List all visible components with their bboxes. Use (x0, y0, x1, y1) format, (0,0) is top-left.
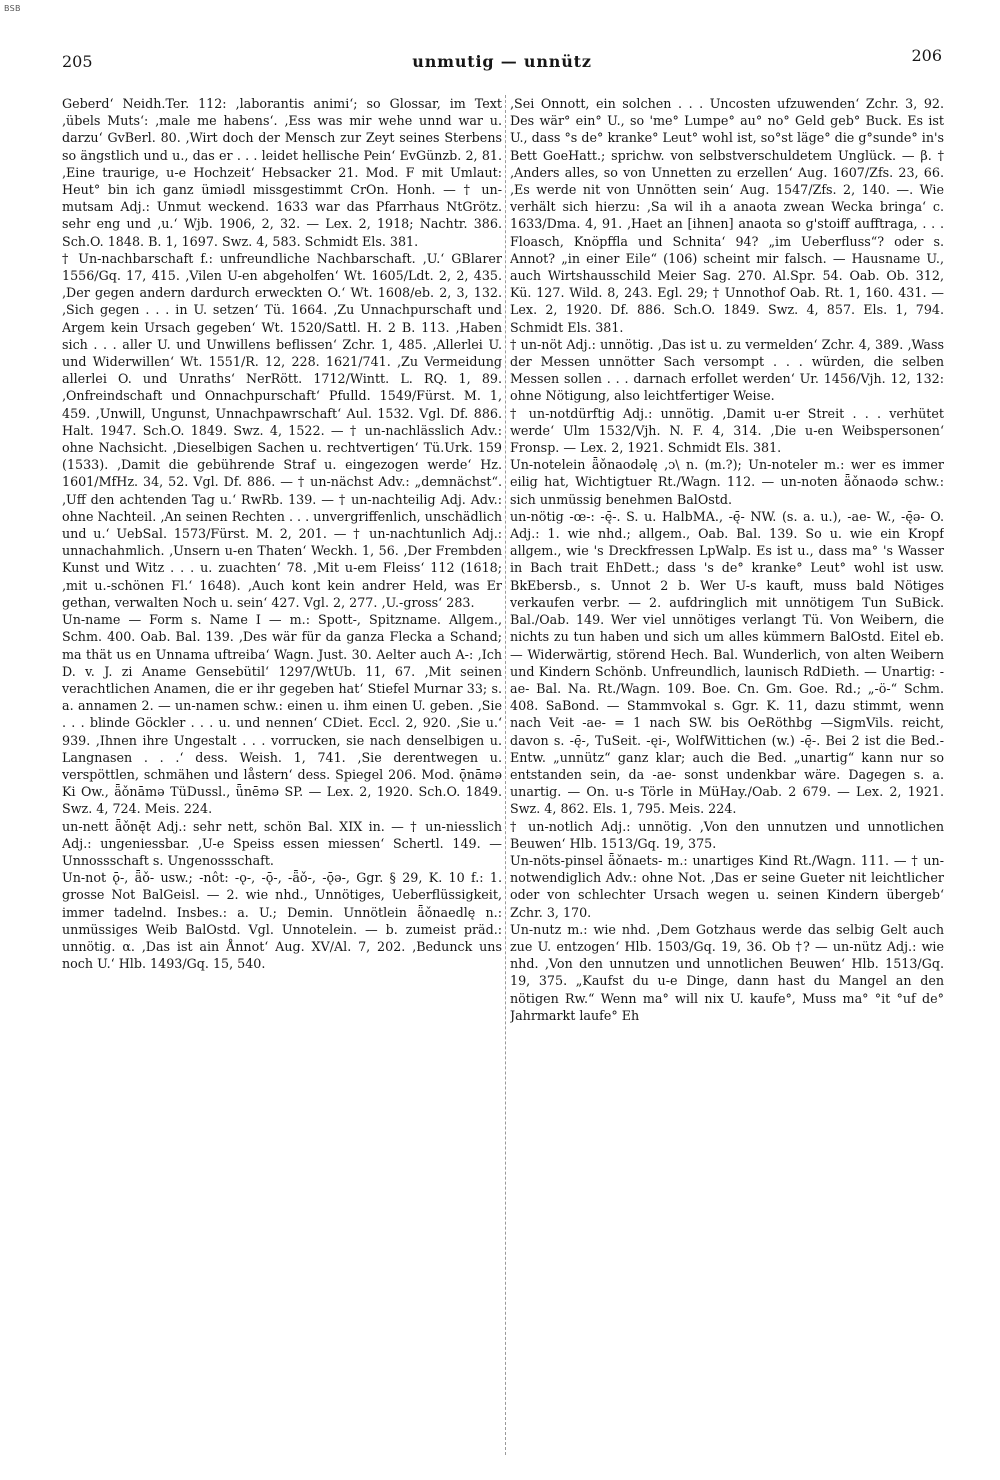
page-number-left: 205 (62, 52, 93, 71)
entry-paragraph: Un-nöts-pinsel ǟǒnaets- m.: unartiges Kind Rt./Wagn. 111. — † un-notwendiglich Adv.: ohne Not. ‚Das er seine Gueter nit leichtlicher oder von schlechter Ursach wegen u. seinen Kindern übergeb‘ Zchr. 3, 170. (510, 852, 944, 920)
right-column (510, 95, 944, 1465)
entry-paragraph: Un-notelein ǟǒnaodəlę ,ↄ\ n. (m.?); Un-noteler m.: wer es immer eilig hat, Wichtigtuer Rt./Wagn. 112. — un-noten ǟǒnaodə schw.: sich unmüssig benehmen BalOstd. (510, 457, 944, 507)
page-header (62, 46, 942, 76)
entry-paragraph: Un-nutz m.: wie nhd. ‚Dem Gotzhaus werde das selbig Gelt auch zue U. entzogen‘ Hlb. 1503/Gq. 19, 36. Ob †? — un-nütz Adj.: wie nhd. ‚Von den unnutzen und unnotlichen Beuwen‘ Hlb. 1513/Gq. 19, 375. „Kaufst du u-e Dinge, dann hast du Mangel an den nötigen Rw.“ Wenn ma° will nix U. kaufe°, Muss ma° °it °uf de° Jahrmarkt laufe° Eh (510, 921, 944, 1023)
page-number-right: 206 (911, 46, 942, 65)
entry-paragraph: un-nötig -œ-: -ę̄-. S. u. HalbMA., -ę̄- NW. (s. a. u.), -ae- W., -ę̄ə- O. Adj.: 1. wie nhd.; allgem., Oab. Bal. 139. So u. wie ein Kropf allgem., wie 's Dreckfressen LpWalp. Es ist u., dass ma° 's Wasser in Bach trait EhDett.; dass 's de° kranke° Leut° wohl ist usw. BkEbersb., s. Unnot 2 b. Wer U-s kauft, muss bald Nötiges verkaufen verbr. — 2. aufdringlich mit unnötigem Tun SuBick. Bal./Oab. 149. Wer viel unnötiges verlangt Tü. Von Weibern, die nichts zu tun haben und sich um alles kümmern BalOstd. Eitel eb. — Widerwärtig, störend Hech. Bal. Wunderlich, von alten Weibern und Kindern Schönb. Unfreundlich, launisch RdDieth. — Unartig: -ae- Bal. Na. Rt./Wagn. 109. Boe. Cn. Gm. Goe. Rd.; „-ö-“ Schm. 408. SaBond. — Stammvokal s. Ggr. K. 11, dazu stimmt, wenn nach Veit -ae- = 1 nach SW. bis OeRöthbg —SigmVils. reicht, davon s. -ę̄-, TuSeit. -ęi-, WolfWittichen (w.) -ę̄-. Bei 2 ist die Bed.-Entw. „unnütz“ ganz klar; auch die Bed. „unartig“ kann nur so entstanden sein, da -ae- sonst undenkbar wäre. Dagegen s. a. unartig. — On. u-s Törle in MüHay./Oab. 2 679. — Lex. 2, 1921. Swz. 4, 862. Els. 1, 795. Meis. 224. (510, 508, 944, 817)
entry-paragraph: Un-not ǭ-, ǟǒ- usw.; -nôt: -ǫ-, -ǭ-, -ǟǒ-, -ǭə-, Ggr. § 29, K. 10 f.: 1. grosse Not BalGeisl. — 2. wie nhd., Unnötiges, Ueberflüssigkeit, immer tadelnd. Insbes.: a. U.; Demin. Unnötlein ǟǒnaedlę n.: unmüssiges Weib BalOstd. Vgl. Unnotelein. — b. zumeist präd.: unnötig. α. ‚Das ist ain Ånnot‘ Aug. XV/Al. 7, 202. ‚Bedunck uns noch U.‘ Hlb. 1493/Gq. 15, 540. (62, 870, 502, 972)
entry-paragraph: † un-notdürftig Adj.: unnötig. ‚Damit u-er Streit . . . verhütet werde‘ Ulm 1532/Vjh. N. F. 4, 314. ‚Die u-en Weibspersonen‘ Fronsp. — Lex. 2, 1921. Schmidt Els. 381. (510, 405, 944, 456)
entry-paragraph: † un-notlich Adj.: unnötig. ‚Von den unnutzen und unnotlichen Beuwen‘ Hlb. 1513/Gq. 19, 375. (510, 818, 944, 851)
entry-paragraph: † un-nöt Adj.: unnötig. ‚Das ist u. zu vermelden‘ Zchr. 4, 389. ‚Wass der Messen unnötter Sach versompt . . . würden, die selben Messen sollen . . . darnach erfollet werden‘ Ur. 1456/Vjh. 12, 132: ohne Nötigung, also leichtfertiger Weise. (510, 336, 944, 404)
entry-paragraph: † Un-nachbarschaft f.: unfreundliche Nachbarschaft. ‚U.‘ GBlarer 1556/Gq. 17, 415. ‚Vilen U-en abgeholfen‘ Wt. 1605/Ldt. 2, 2, 435. ‚Der gegen andern dardurch erweckten O.‘ Wt. 1608/eb. 2, 3, 132. ‚Sich gegen . . . in U. setzen‘ Tü. 1664. ‚Zu Unnachpurschaft und Argem kein Ursach gegeben‘ Wt. 1520/Sattl. H. 2 B. 113. ‚Haben sich . . . aller U. und Unwillens beflissen‘ Zchr. 1, 485. ‚Allerlei U. und Widerwillen‘ Wt. 1551/R. 12, 228. 1621/741. ‚Zu Vermeidung allerlei O. und Unraths‘ NerRött. 1712/Wintt. L. RQ. 1, 89. ‚Onfreindschaft und Onnachpurschaft‘ Pfulld. 1549/Fürst. M. 1, 459. ‚Unwill, Ungunst, Unnachpawrschaft‘ Aul. 1532. Vgl. Df. 886. Halt. 1947. Sch.O. 1849. Swz. 4, 1522. — † un-nachlässlich Adv.: ohne Nachsicht. ‚Dieselbigen Sachen u. rechtvertigen‘ Tü.Urk. 159 (1533). ‚Damit die gebührende Straf u. eingezogen werde‘ Hz. 1601/MfHz. 34, 52. Vgl. Df. 886. — † un-nächst Adv.: „demnächst“. ‚Uff den achtenden Tag u.‘ RwRb. 139. — † un-nachteilig Adj. Adv.: ohne Nachteil. ‚An seinen Rechten . . . unvergriffenlich, unschädlich und u.‘ UebSal. 1573/Fürst. M. 2, 201. — † un-nachtunlich Adj.: unnachahmlich. ‚Unsern u-en Thaten‘ Weckh. 1, 56. ‚Der Frembden Kunst und Witz . . . u. zuachten‘ 78. ‚Mit u-em Fleiss‘ 112 (1618; ‚mit u.-schönen Fl.‘ 1648). ‚Auch kont kein andrer Held, was Er gethan, verwalten Noch u. sein‘ 427. Vgl. 2, 277. ‚U.-gross‘ 283. (62, 250, 502, 610)
entry-paragraph: ‚Sei Onnott, ein solchen . . . Uncosten ufzuwenden‘ Zchr. 3, 92. Des wär° ein° U., so 'me° Lumpe° au° no° Geld geb° Buck. Es ist U., dass °s de° kranke° Leut° wohl ist, so°st läge° die g°sunde° in's Bett GoeHatt.; sprichw. von selbstverschuldetem Unglück. — β. † ‚Anders alles, so von Unnetten zu erzellen‘ Aug. 1607/Zfs. 23, 66. ‚Es werde nit von Unnötten sein‘ Aug. 1547/Zfs. 2, 140. —. Wie verhält sich hierzu: ‚Sa wil ih a anaota zwean Wecka bringa‘ c. 1633/Dma. 4, 91. ‚Haet an [ihnen] anaota so g'stoiff aufftraga, . . . Floasch, Knöpffla und Schnita‘ 94? „im Ueberfluss“? oder s. Annot? „in einer Eile“ (106) scheint mir falsch. — Hausname U., auch Wirtshausschild Meier Sag. 270. Al.Spr. 54. Oab. Ob. 312, Kü. 127. Wild. 8, 243. Egl. 29; † Unnothof Oab. Rt. 1, 160. 431. — Lex. 2, 1920. Df. 886. Sch.O. 1849. Swz. 4, 857. Els. 1, 794. Schmidt Els. 381. (510, 96, 944, 335)
running-title: unmutig — unnütz (412, 52, 592, 71)
entry-paragraph: Geberd‘ Neidh.Ter. 112: ‚laborantis animi‘; so Glossar, im Text ‚übels Muts‘: ‚male me habens‘. ‚Ess was mir wehe unnd war u. darzu‘ GvBerl. 80. ‚Wirt doch der Mensch zur Zeyt seines Sterbens so ängstlich und u., das er . . . leidet hellische Pein‘ EvGünzb. 2, 81. ‚Eine traurige, u-e Hochzeit‘ Hebsacker 21. Mod. F mit Umlaut: Heut° bin ich ganz ümiədl missgestimmt CrOn. Honh. — † un-mutsam Adj.: Unmut weckend. 1633 war das Pfarrhaus NtGrötz. sehr eng und ‚u.‘ Wjb. 1906, 2, 32. — Lex. 2, 1918; Nachtr. 386. Sch.O. 1848. B. 1, 1697. Swz. 4, 583. Schmidt Els. 381. (62, 96, 502, 249)
left-column (62, 95, 502, 1465)
entry-paragraph: un-nett ǟǒnę̄t Adj.: sehr nett, schön Bal. XIX in. — † un-niesslich Adj.: ungeniessbar. ‚U-e Speiss essen miessen‘ Schertl. 149. — Unnossschaft s. Ungenossschaft. (62, 818, 502, 868)
entry-paragraph: Un-name — Form s. Name I — m.: Spott-, Spitzname. Allgem., Schm. 400. Oab. Bal. 139. ‚Des wär für da ganza Flecka a Schand; ma thät us en Unnama uftreiba‘ Wagn. Just. 30. Aelter auch A-: ‚Ich D. v. J. zi Aname Gensebütil‘ 1297/WtUb. 11, 67. ‚Mit seinen verachtlichen Anamen, die er ihr gegeben hat‘ Stiefel Murnar 33; s. a. annamen 2. — un-namen schw.: einen u. ihm einen U. geben. ‚Sie . . . blinde Göckler . . . u. und nennen‘ CDiet. Eccl. 2, 920. ‚Sie u.‘ 939. ‚Ihnen ihre Ungestalt . . . vorrucken, sie nach denselbigen u. Langnasen . . .‘ dess. Weish. 1, 741. ‚Sie derentwegen u. verspöttlen, schmähen und låstern‘ dess. Spiegel 206. Mod. ǭnāmə Ki Ow., ǟǒnāmə TüDussl., ǖnēmə SP. — Lex. 2, 1920. Sch.O. 1849. Swz. 4, 724. Meis. 224. (62, 612, 502, 817)
library-watermark: BSB (4, 4, 21, 13)
column-divider (505, 95, 506, 1455)
